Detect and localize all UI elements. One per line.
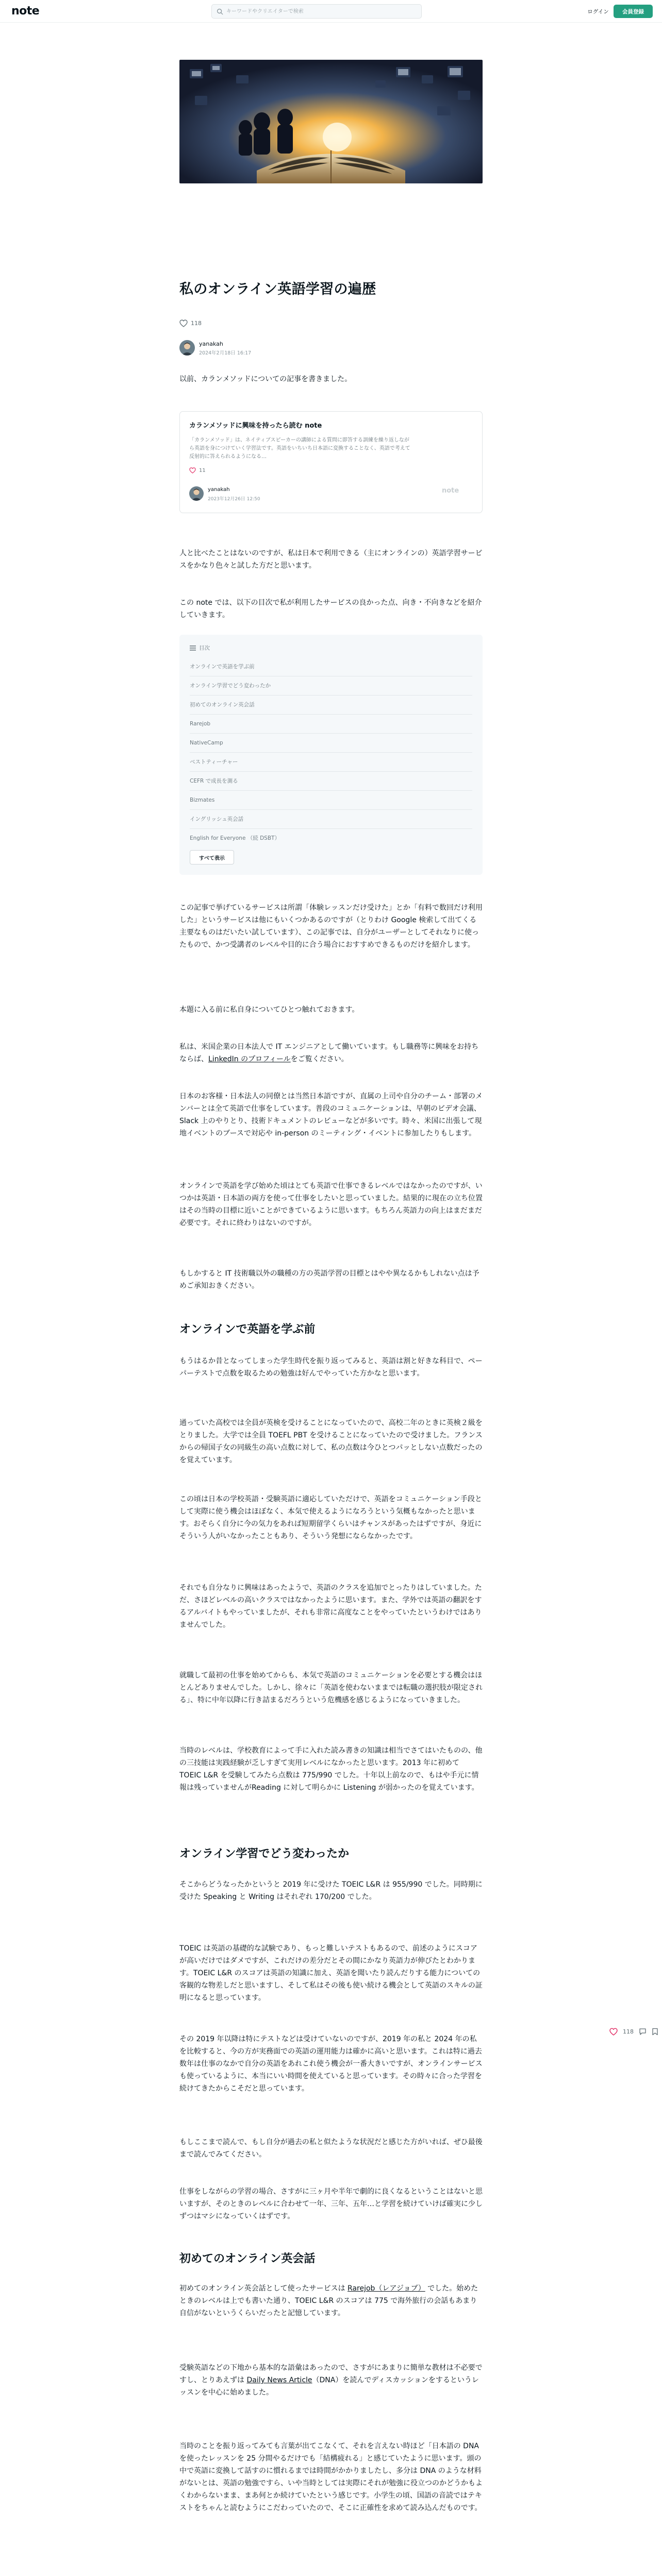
author-name[interactable]: yanakah xyxy=(199,341,223,347)
section-heading: 初めてのオンライン英会話 xyxy=(179,2252,316,2265)
toc-item[interactable]: NativeCamp xyxy=(190,734,472,753)
text-run: をご覧ください。 xyxy=(290,1055,349,1063)
heart-icon[interactable] xyxy=(609,2028,618,2036)
paragraph: この note では、以下の目次で私が利用したサービスの良かった点、向き・不向きなどを紹介していきます。 xyxy=(179,599,482,619)
header-illustration xyxy=(179,60,483,183)
paragraph: この記事で挙げているサービスは所謂「体験レッスンだけ受けた」とか「有料で数回だけ利用した」というサービスは他にもいくつかあるのですが（とりわけ Google 検索して出てくる主要なものはだいたい試しています）、この記事では、自分がユーザーとしてそれなりに使ったもので、かつ受講者のレベルや目的に合う場合におすすめできるものだけを紹介します。 xyxy=(179,904,483,949)
author-avatar[interactable] xyxy=(179,340,195,355)
paragraph: もしここまで読んで、もし自分が過去の私と似たような状況だと感じた方がいれば、ぜひ最後まで読んでみてください。 xyxy=(179,2138,483,2159)
linkedin-profile-link[interactable]: LinkedIn のプロフィール xyxy=(208,1055,291,1063)
toc-item[interactable]: ベストティーチャー xyxy=(190,753,472,772)
text-run: 初めてのオンライン英会話として使ったサービスは xyxy=(179,2284,348,2293)
embed-description: 「カランメソッド」は、ネイティブスピーカーの講師による質問に即答する訓練を繰り返しながら英語を身につけていく学習法です。英語をいちいち日本語に変換することなく、英語で考えて反射的に答えられるようになる… xyxy=(189,437,410,460)
paragraph: 当時のことを振り返ってみても言葉が出てこなくて、それを言えない時ほど「日本語の DNA を使ったレッスンを 25 分間やるだけでも「結構疲れる」と感じていたように思います。頭の中で英語に変換して話すのに慣れるまでは時間がかかりましたし、多分は DNA のような材料がないとは、英語の勉強ですら、いや当時としては実際にそれが勉強に役立つのかどうかもよくわからないまま、まあ何とか続けていたという感じです。小学生の頃、国語の音読ではテキストをちゃんと読むようにこだわっていたので、そこに正確性を求めて読み込んだものです。 xyxy=(179,2442,483,2512)
paragraph: 日本のお客様・日本法人の同僚とは当然日本語ですが、直属の上司や自分のチーム・部署のメンバーとは全て英語で仕事をしています。普段のコミュニケーションは、早朝のビデオ会議、Slack 上のやりとり、技術ドキュメントのレビューなどが多いです。時々、米国に出張して現地イベントのブースで対応や in-person のミーティング・イベントに参加したりもします。 xyxy=(179,1092,483,1138)
paragraph: もしかすると IT 技術職以外の職種の方の英語学習の目標とはやや異なるかもしれない点は予めご承知おきください。 xyxy=(179,1269,479,1290)
published-date: 2024年2月18日 16:17 xyxy=(199,350,252,356)
text-run: （DNA）を読んでディスカッションをするというレッスンを中心に始めました。 xyxy=(179,2376,479,2397)
search-icon xyxy=(217,8,223,15)
paragraph: 通っていた高校では全員が英検を受けることになっていたので、高校二年のときに英検２級をとりました。大学では全員 TOEFL PBT を受けることになっていたので受けました。フランスからの帰国子女の同級生の高い点数に対して、私の点数は今ひとつパッとしない点数だったのを覚えています。 xyxy=(179,1419,483,1464)
rarejob-link[interactable]: Rarejob（レアジョブ） xyxy=(347,2284,425,2293)
login-button[interactable]: ログイン xyxy=(585,5,611,18)
section-heading: オンラインで英語を学ぶ前 xyxy=(179,1323,316,1336)
toc-item[interactable]: Bizmates xyxy=(190,791,472,810)
floating-action-bar xyxy=(609,2026,662,2037)
heart-icon xyxy=(189,467,196,473)
search-input[interactable] xyxy=(226,7,417,16)
section-heading: オンライン学習でどう変わったか xyxy=(179,1848,350,1860)
text-run: 受験英語などの下地から基本的な語彙はあったので、さすがにあまりに簡単な教材は不必要ですし、とりあえずは xyxy=(179,2364,483,2384)
text-run: 私は、米国企業の日本法人で IT エンジニアとして働いています。もし職務等に興味をお持ちならば、 xyxy=(179,1043,479,1063)
table-of-contents xyxy=(179,635,483,875)
floating-like-count: 118 xyxy=(623,2028,634,2035)
embed-author-name: yanakah xyxy=(208,487,230,493)
show-all-toc-button[interactable]: すべて表示 xyxy=(190,850,234,865)
paragraph xyxy=(179,2362,483,2399)
embed-author-avatar xyxy=(189,486,204,501)
like-area[interactable] xyxy=(179,318,202,328)
toc-heading-label: 目次 xyxy=(199,645,210,651)
toc-item[interactable]: CEFR で成長を測る xyxy=(190,772,472,791)
paragraph xyxy=(179,2282,483,2319)
daily-news-article-link[interactable]: Daily News Article xyxy=(246,2376,312,2384)
note-logo[interactable]: note xyxy=(11,5,40,18)
paragraph: 就職して最初の仕事を始めてからも、本気で英語のコミュニケーションを必要とする機会はほとんどありませんでした。しかし、徐々に「英語を使わないままでは転職の選択肢が限定される」、特に中年以降に行き詰まるだろうという危機感を感じるようになっていきました。 xyxy=(179,1671,483,1704)
embed-likes xyxy=(189,467,206,473)
toc-heading xyxy=(190,644,210,652)
top-navigation-bar xyxy=(0,0,662,23)
toc-list xyxy=(190,657,472,848)
paragraph: オンラインで英語を学び始めた頃はとても英語で仕事できるレベルではなかったのですが、いつかは英語・日本語の両方を使って仕事をしたいと思っていました。結果的に現在の立ち位置はその当時の目標に近いことができているように思います。もちろん英語力の向上はまだまだ必要です。それに終わりはないのですが。 xyxy=(179,1182,483,1227)
text-run: でした。始めたときのレベルは上でも書いた通り、TOEIC L&R のスコアは 775 で海外旅行の会話もあまり自信がないというくらいだったと記憶しています。 xyxy=(179,2284,478,2317)
paragraph: それでも自分なりに興味はあったようで、英語のクラスを追加でとったりはしていました。ただ、さほどレベルの高いクラスではなかったように思います。また、学外では英語の翻訳をするアルバイトもやっていましたが、それも非常に高度なことをやっていたというわけではありませんでした。 xyxy=(179,1584,482,1629)
toc-item[interactable]: オンラインで英語を学ぶ前 xyxy=(190,657,472,676)
list-icon xyxy=(190,646,196,651)
paragraph: 人と比べたことはないのですが、私は日本で利用できる（主にオンラインの）英語学習サービスをかなり色々と試した方だと思います。 xyxy=(179,549,483,570)
toc-item[interactable]: オンライン学習でどう変わったか xyxy=(190,676,472,696)
paragraph: その 2019 年以降は特にテストなどは受けていないのですが、2019 年の私と 2024 年の私を比較すると、今の方が実務面での英語の運用能力は確かに高いと思います。これは特に過去数年は仕事のなかで自分の英語をあれこれ使う機会が一番大きいですが、オンラインサービスも使っているように、本当にいい時間を使えていると思っています。その時々に合った学習を続けてきたからこそだと思っています。 xyxy=(179,2035,483,2093)
search-box[interactable] xyxy=(211,4,422,19)
paragraph xyxy=(179,1041,483,1065)
paragraph: この頃は日本の学校英語・受験英語に適応していただけで、英語をコミュニケーション手段として実際に使う機会はほぼなく、本気で使えるようになろうという気概もなかったと思います。おそらく自分に今の気力をあれば短期留学くらいはチャンスがあったはずですが、身近にそういう人がいなかったこともあり、そういう発想にならなかったです。 xyxy=(179,1495,482,1540)
paragraph: 以前、カランメソッドについての記事を書きました。 xyxy=(179,375,352,383)
embed-like-count: 11 xyxy=(199,467,206,473)
embed-date: 2023年12月26日 12:50 xyxy=(208,497,260,502)
paragraph: TOEIC は英語の基礎的な試験であり、もっと難しいテストもあるので、前述のようにスコアが高いだけではダメですが、これだけの差分だとその間にかなり英語力が伸びたとわかります。TOEIC L&R のスコアは英語の知識に加え、英語を聞いたり読んだりする能力についての客観的な物差しだと思いますし、そして私はその後も使い続ける機会として英語のスキルの証明になると思っています。 xyxy=(179,1944,483,2002)
article-title: 私のオンライン英語学習の遍歴 xyxy=(179,281,376,297)
paragraph: 仕事をしながらの学習の場合、さすがに三ヶ月や半年で劇的に良くなるということはないと思いますが、そのときのレベルに合わせて一年、三年、五年…と学習を続けていけば確実に少しずつはマシになっていくはずです。 xyxy=(179,2188,483,2221)
paragraph: もうはるか昔となってしまった学生時代を振り返ってみると、英語は割と好きな科目で、ペーパーテストで点数を取るための勉強は好んでやっていた方かなと思います。 xyxy=(179,1357,483,1378)
embedded-note-card[interactable] xyxy=(179,411,483,513)
paragraph: 当時のレベルは、学校教育によって手に入れた読み書きの知識は相当でさてはいたものの、他の三技能は実践経験が乏しすぎて実用レベルになかったと思います。2013 年に初めて TOEIC L&R を受験してみたら点数は 775/990 でした。十年以上前なので、もはや手元に情報は残っていませんがReading に対して明らかに Listening が弱かったのを覚えています。 xyxy=(179,1747,483,1792)
like-count: 118 xyxy=(191,319,202,327)
signup-button[interactable]: 会員登録 xyxy=(614,5,653,18)
toc-item[interactable]: イングリッシュ英会話 xyxy=(190,810,472,829)
embed-title[interactable]: カランメソッドに興味を持ったら読む note xyxy=(189,422,322,430)
paragraph: そこからどうなったかというと 2019 年に受けた TOEIC L&R は 955/990 でした。同時期に受けた Speaking と Writing はそれぞれ 170/200 でした。 xyxy=(179,1880,483,1901)
toc-item[interactable]: Rarejob xyxy=(190,715,472,734)
toc-item[interactable]: English for Everyone （続 DSBT） xyxy=(190,835,280,841)
embed-note-logo: note xyxy=(442,487,459,495)
comment-icon[interactable] xyxy=(639,2028,647,2036)
paragraph: 本題に入る前に私自身についてひとつ触れておきます。 xyxy=(179,1006,359,1014)
heart-icon[interactable] xyxy=(179,319,188,327)
article-header-image xyxy=(179,60,483,183)
toc-item[interactable]: 初めてのオンライン英会話 xyxy=(190,696,472,715)
bookmark-icon[interactable] xyxy=(652,2028,658,2036)
